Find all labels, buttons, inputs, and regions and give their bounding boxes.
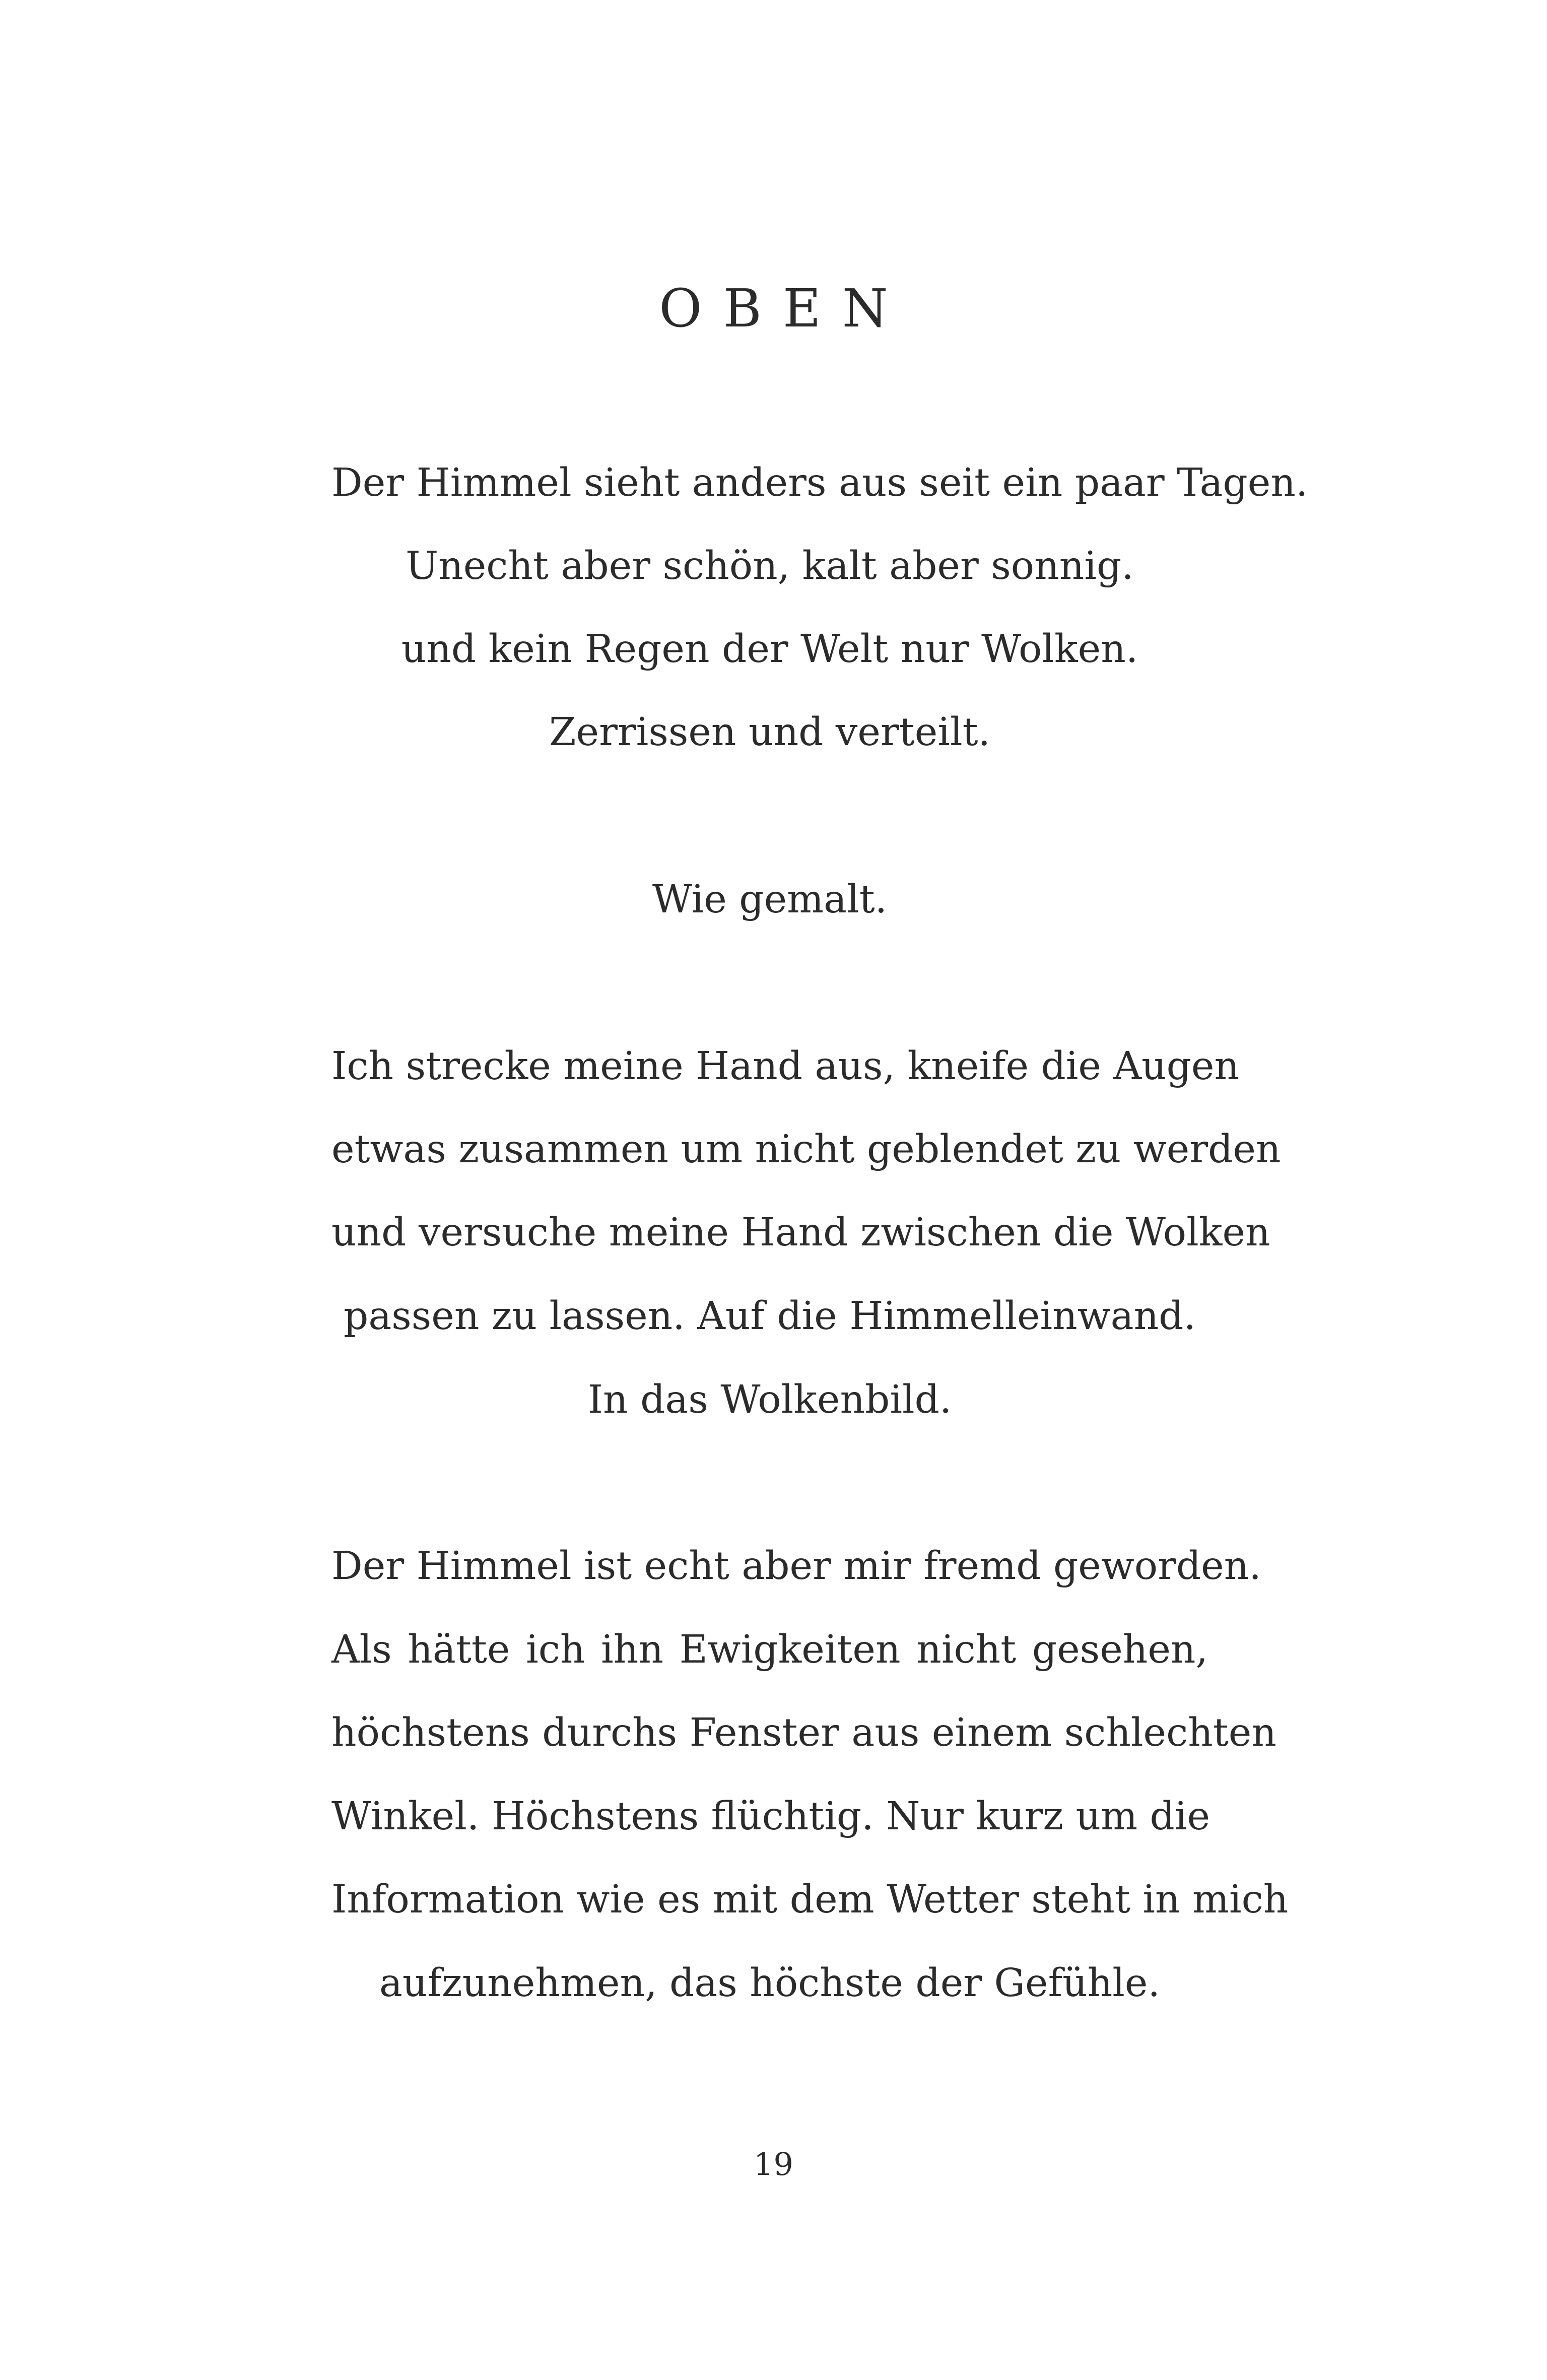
poem-line: etwas zusammen um nicht geblendet zu werden [331,1127,1281,1172]
poem-title: OBEN [659,278,909,339]
poem-line: höchstens durchs Fenster aus einem schlechten [331,1710,1276,1755]
page-number: 19 [754,2146,793,2183]
poem-line: Als hätte ich ihn Ewigkeiten nicht gesehen, [331,1627,1208,1672]
poem-line: Zerrissen und verteilt. [549,710,990,755]
poem-line: Wie gemalt. [652,877,888,922]
poem-line: In das Wolkenbild. [587,1377,952,1422]
poem-line: passen zu lassen. Auf die Himmelleinwand. [344,1294,1196,1339]
poem-line: Ich strecke meine Hand aus, kneife die Augen [331,1044,1240,1089]
poem-line: Unecht aber schön, kalt aber sonnig. [406,544,1134,588]
poem-line: Der Himmel ist echt aber mir fremd geworden. [331,1544,1261,1589]
poem-line: Information wie es mit dem Wetter steht in mich [331,1877,1289,1922]
poem-line: aufzunehmen, das höchste der Gefühle. [379,1961,1160,2006]
poem-line: Winkel. Höchstens flüchtig. Nur kurz um die [331,1794,1210,1839]
poem-line: und kein Regen der Welt nur Wolken. [401,627,1138,672]
poem-line: Der Himmel sieht anders aus seit ein paar Tagen. [331,460,1308,505]
poem-line: und versuche meine Hand zwischen die Wolken [331,1210,1270,1255]
